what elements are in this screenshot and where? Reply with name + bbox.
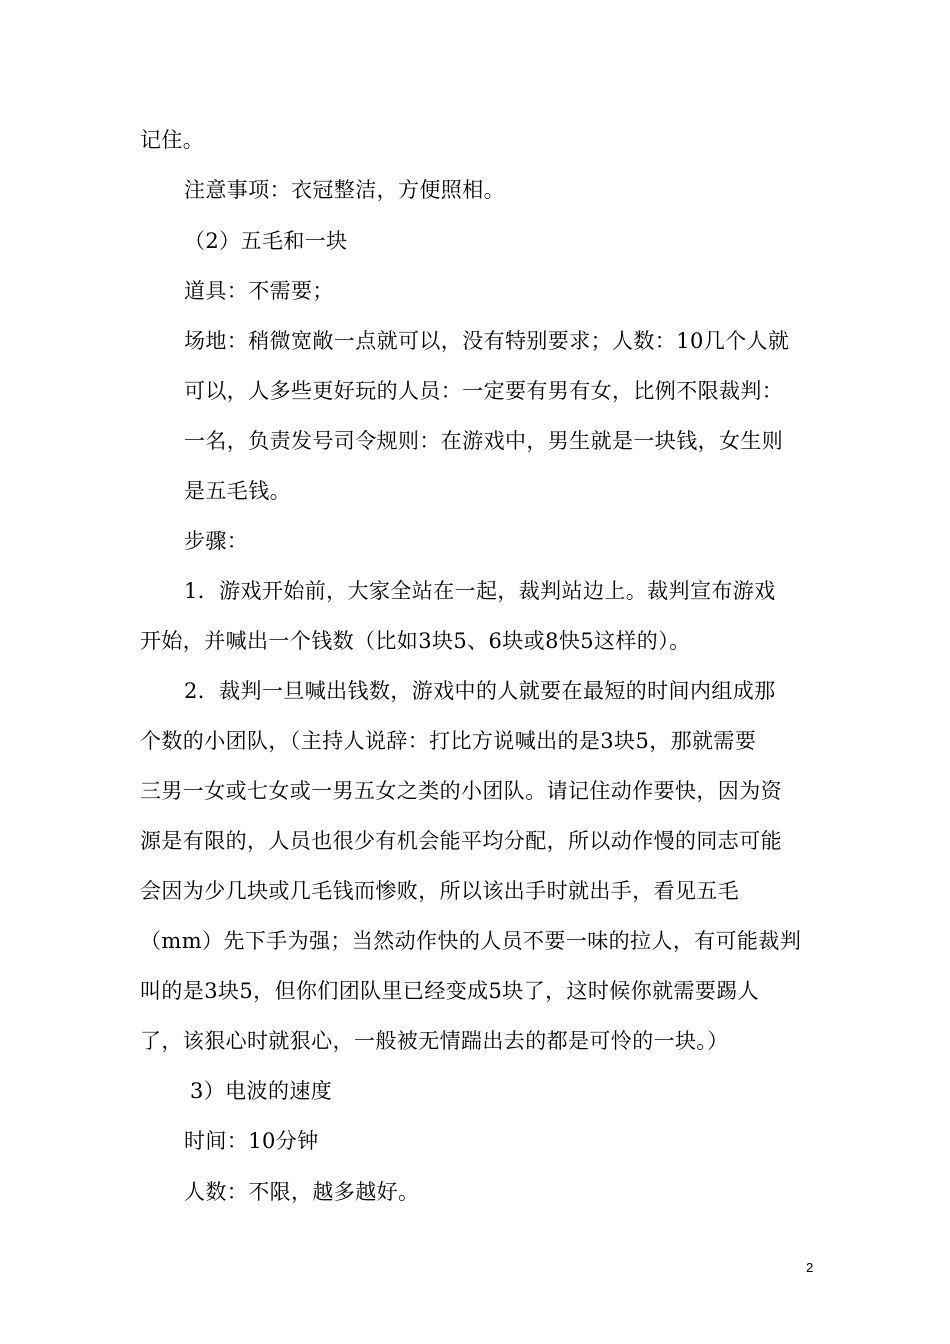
step-2-line-2: 个数的小团队，（主持人说辞：打比方说喊出的是3块5，那就需要 [140,729,757,753]
text-line-time: 时间：10分钟 [184,1129,319,1153]
step-1-line-1: 1．游戏开始前，大家全站在一起，裁判站边上。裁判宣布游戏 [184,579,776,603]
step-2-line-7: 叫的是3块5，但你们团队里已经变成5块了，这时候你就需要踢人 [140,979,760,1003]
step-2-line-3: 三男一女或七女或一男五女之类的小团队。请记住动作要快，因为资 [140,779,782,803]
step-2-line-8: 了，该狠心时就狠心，一般被无情踹出去的都是可怜的一块。） [140,1029,729,1053]
text-line-4: 道具：不需要； [184,279,334,303]
text-line-8: 是五毛钱。 [184,479,291,503]
step-1-line-2: 开始，并喊出一个钱数（比如3块5、6块或8快5这样的）。 [140,629,691,653]
page-number: 2 [806,1260,814,1275]
step-2-line-4: 源是有限的，人员也很少有机会能平均分配，所以动作慢的同志可能 [140,829,782,853]
step-2-line-6: （mm）先下手为强；当然动作快的人员不要一味的拉人，有可能裁判 [140,929,802,953]
text-line-5: 场地：稍微宽敞一点就可以，没有特别要求；人数：10几个人就 [184,329,790,353]
text-line-7: 一名，负责发号司令规则：在游戏中，男生就是一块钱，女生则 [184,429,784,453]
text-line-people: 人数：不限，越多越好。 [184,1180,420,1204]
text-line-6: 可以，人多些更好玩的人员：一定要有男有女，比例不限裁判： [184,379,784,403]
section-heading-3: 3）电波的速度 [190,1079,333,1103]
steps-heading: 步骤： [184,529,249,553]
text-line-2: 注意事项：衣冠整洁，方便照相。 [184,178,505,202]
step-2-line-1: 2．裁判一旦喊出钱数，游戏中的人就要在最短的时间内组成那 [184,679,776,703]
section-heading-2: （2）五毛和一块 [184,229,348,253]
step-2-line-5: 会因为少几块或几毛钱而惨败，所以该出手时就出手，看见五毛 [140,879,740,903]
text-line-1: 记住。 [140,128,205,152]
